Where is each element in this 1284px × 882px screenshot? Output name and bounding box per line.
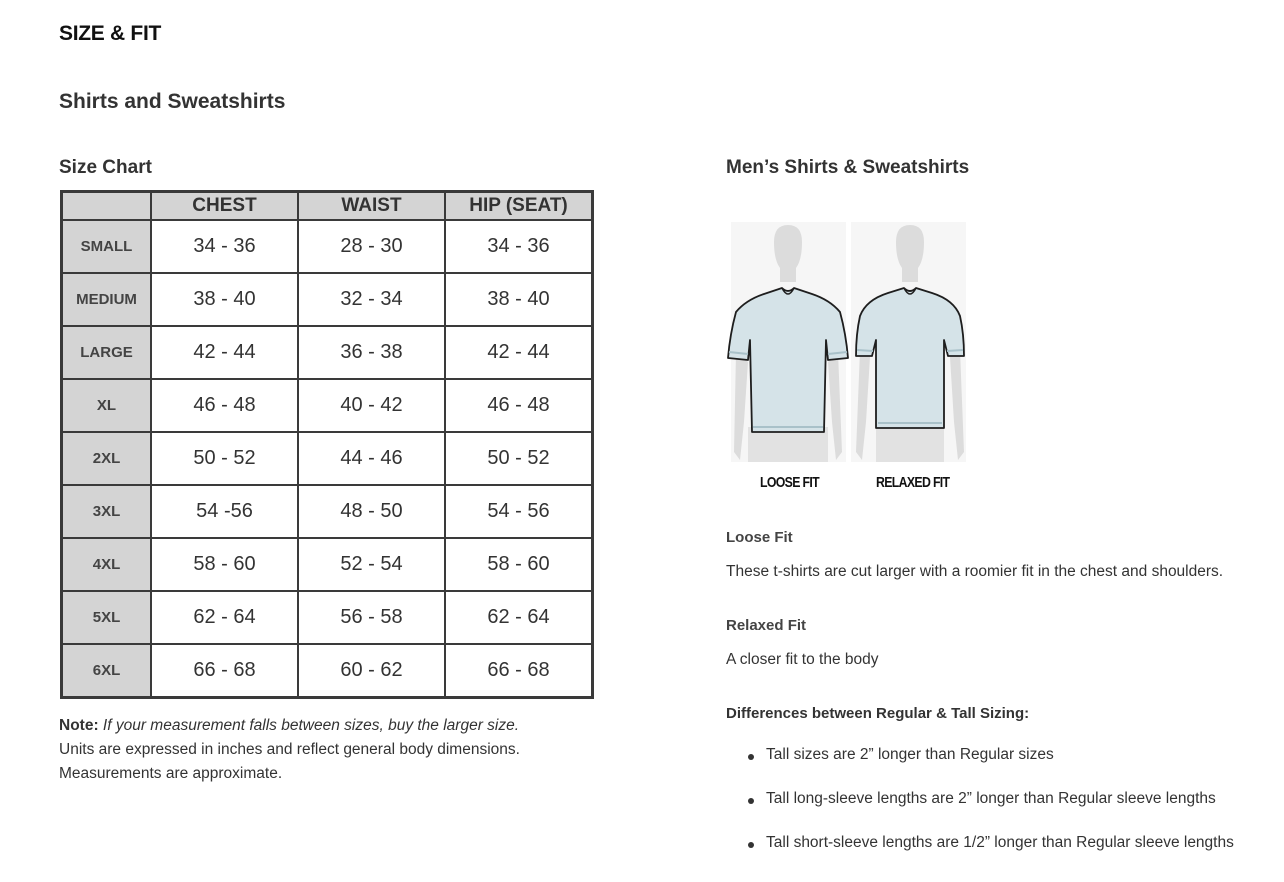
loose-fit-label: LOOSE FIT — [760, 474, 820, 491]
note-units: Units are expressed in inches and reflect general body dimensions. — [59, 741, 520, 758]
table-row — [62, 485, 593, 538]
size-label: MEDIUM — [62, 273, 152, 326]
waist-value: 48 - 50 — [298, 485, 445, 538]
chest-value: 62 - 64 — [151, 591, 298, 644]
size-chart-table — [60, 190, 594, 699]
size-chart-notes — [59, 714, 520, 786]
waist-value: 28 - 30 — [298, 220, 445, 273]
size-label: LARGE — [62, 326, 152, 379]
list-item: Tall long-sleeve lengths are 2” longer than Regular sleeve lengths — [726, 790, 1234, 834]
chest-value: 34 - 36 — [151, 220, 298, 273]
size-label: 2XL — [62, 432, 152, 485]
waist-value: 40 - 42 — [298, 379, 445, 432]
note-advice: If your measurement falls between sizes, buy the larger size. — [102, 717, 520, 734]
note-label: Note: — [59, 717, 99, 734]
table-row — [62, 591, 593, 644]
table-row — [62, 379, 593, 432]
hip-value: 66 - 68 — [445, 644, 593, 698]
chest-value: 50 - 52 — [151, 432, 298, 485]
size-label: 6XL — [62, 644, 152, 698]
chest-value: 54 -56 — [151, 485, 298, 538]
note-approx: Measurements are approximate. — [59, 765, 283, 782]
column-header-chest: CHEST — [151, 192, 298, 221]
column-header-waist: WAIST — [298, 192, 445, 221]
table-row — [62, 220, 593, 273]
tall-sizing-heading: Differences between Regular & Tall Sizing: — [726, 705, 1030, 722]
hip-value: 58 - 60 — [445, 538, 593, 591]
relaxed-fit-label: RELAXED FIT — [876, 474, 950, 491]
fit-illustration — [726, 222, 971, 472]
table-row — [62, 432, 593, 485]
loose-fit-description: These t-shirts are cut larger with a roomier fit in the chest and shoulders. — [726, 563, 1224, 580]
page-title: SIZE & FIT — [59, 22, 162, 45]
note-line — [59, 714, 520, 738]
chest-value: 42 - 44 — [151, 326, 298, 379]
table-row — [62, 326, 593, 379]
table-row — [62, 644, 593, 698]
loose-fit-figure — [728, 222, 848, 462]
waist-value: 44 - 46 — [298, 432, 445, 485]
size-chart-heading: Size Chart — [59, 157, 152, 178]
waist-value: 36 - 38 — [298, 326, 445, 379]
hip-value: 62 - 64 — [445, 591, 593, 644]
list-item: Tall short-sleeve lengths are 1/2” longer than Regular sleeve lengths — [726, 834, 1234, 878]
relaxed-fit-figure — [851, 222, 966, 462]
size-label: 3XL — [62, 485, 152, 538]
table-row — [62, 273, 593, 326]
hip-value: 38 - 40 — [445, 273, 593, 326]
table-header-row — [62, 192, 593, 221]
loose-fit-title: Loose Fit — [726, 529, 793, 546]
size-label: SMALL — [62, 220, 152, 273]
hip-value: 34 - 36 — [445, 220, 593, 273]
page-subtitle: Shirts and Sweatshirts — [59, 90, 286, 113]
waist-value: 60 - 62 — [298, 644, 445, 698]
chest-value: 66 - 68 — [151, 644, 298, 698]
table-row — [62, 538, 593, 591]
hip-value: 54 - 56 — [445, 485, 593, 538]
waist-value: 52 - 54 — [298, 538, 445, 591]
relaxed-fit-description: A closer fit to the body — [726, 651, 879, 668]
fit-guide-heading: Men’s Shirts & Sweatshirts — [726, 157, 970, 178]
column-header-hip: HIP (SEAT) — [445, 192, 593, 221]
hip-value: 50 - 52 — [445, 432, 593, 485]
size-label: 4XL — [62, 538, 152, 591]
hip-value: 46 - 48 — [445, 379, 593, 432]
waist-value: 56 - 58 — [298, 591, 445, 644]
tall-sizing-list — [726, 746, 1234, 878]
chest-value: 46 - 48 — [151, 379, 298, 432]
chest-value: 38 - 40 — [151, 273, 298, 326]
list-item: Tall sizes are 2” longer than Regular sizes — [726, 746, 1234, 790]
relaxed-fit-title: Relaxed Fit — [726, 617, 807, 634]
chest-value: 58 - 60 — [151, 538, 298, 591]
hip-value: 42 - 44 — [445, 326, 593, 379]
size-label: 5XL — [62, 591, 152, 644]
table-corner-cell — [62, 192, 152, 221]
waist-value: 32 - 34 — [298, 273, 445, 326]
size-label: XL — [62, 379, 152, 432]
